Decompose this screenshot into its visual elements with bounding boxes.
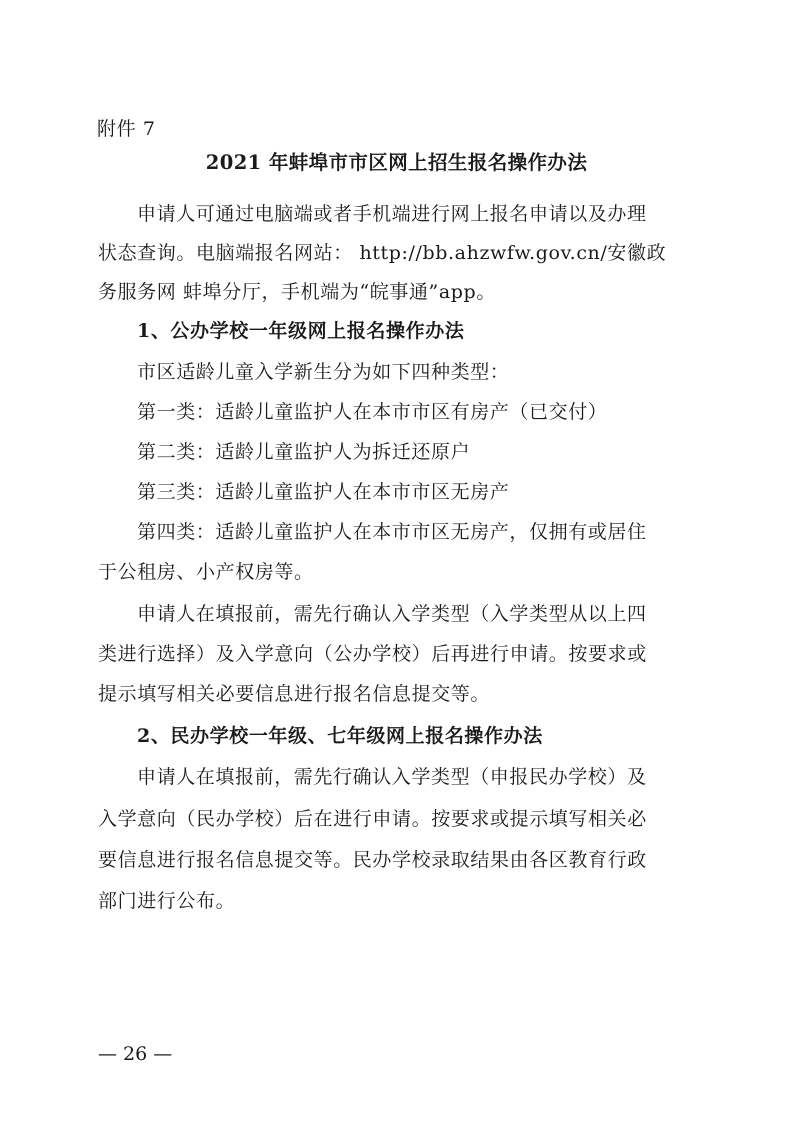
- list-item: 第四类：适龄儿童监护人在本市市区无房产，仅拥有或居住: [137, 521, 647, 543]
- paragraph-line: 申请人在填报前，需先行确认入学类型（入学类型从以上四: [137, 603, 647, 625]
- paragraph-line: 部门进行公布。: [98, 890, 236, 912]
- paragraph-line: 入学意向（民办学校）后在进行申请。按要求或提示填写相关必: [98, 808, 647, 830]
- list-item: 第一类：适龄儿童监护人在本市市区有房产（已交付）: [137, 401, 608, 423]
- section-heading: 1、公办学校一年级网上报名操作办法: [137, 320, 465, 342]
- paragraph-line: 于公租房、小产权房等。: [98, 561, 314, 583]
- paragraph-line: 市区适龄儿童入学新生分为如下四种类型：: [137, 361, 510, 383]
- document-title: 2021 年蚌埠市市区网上招生报名操作办法: [205, 151, 588, 174]
- paragraph-line: 申请人可通过电脑端或者手机端进行网上报名申请以及办理: [137, 203, 647, 225]
- paragraph-line: 要信息进行报名信息提交等。民办学校录取结果由各区教育行政: [98, 849, 647, 871]
- paragraph-line: 申请人在填报前，需先行确认入学类型（申报民办学校）及: [137, 766, 647, 788]
- section-heading: 2、民办学校一年级、七年级网上报名操作办法: [137, 725, 543, 747]
- paragraph-line: 类进行选择）及入学意向（公办学校）后再进行申请。按要求或: [98, 643, 647, 665]
- paragraph-line: 务服务网 蚌埠分厅，手机端为“皖事通”app。: [98, 281, 496, 303]
- paragraph-line: 状态查询。电脑端报名网站： http://bb.ahzwfw.gov.cn/安徽政: [98, 242, 667, 264]
- paragraph-line: 提示填写相关必要信息进行报名信息提交等。: [98, 683, 491, 705]
- attachment-label: 附件 7: [97, 118, 156, 140]
- list-item: 第二类：适龄儿童监护人为拆迁还原户: [137, 441, 471, 463]
- list-item: 第三类：适龄儿童监护人在本市市区无房产: [137, 481, 510, 503]
- page-number: — 26 —: [98, 1043, 173, 1065]
